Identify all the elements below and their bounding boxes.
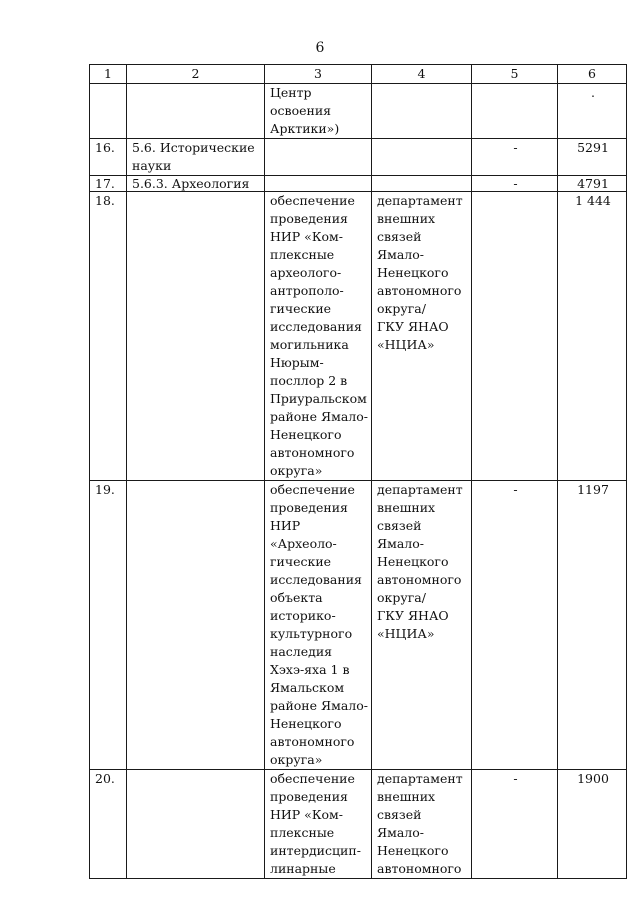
- row-number-cell: 20.: [90, 770, 127, 879]
- row-col5-cell: -: [472, 139, 558, 176]
- row-col5-cell: -: [472, 481, 558, 770]
- document-table: [89, 64, 627, 879]
- row-description-cell: [265, 176, 372, 192]
- row-executor-cell: [372, 176, 472, 192]
- column-header-6: 6: [558, 65, 627, 84]
- row-description-cell: обеспечение проведения НИР «Ком- плексные археолого- антрополо- гические исследования могильника Нюрым- посллор 2 в Приуральском районе Ямало- Ненецкого автономного округа»: [265, 192, 372, 481]
- column-header-5: 5: [472, 65, 558, 84]
- table-header-row: [90, 65, 627, 84]
- row-number-cell: 16.: [90, 139, 127, 176]
- row-col5-cell: -: [472, 176, 558, 192]
- column-header-3: 3: [265, 65, 372, 84]
- row-name-cell: [127, 192, 265, 481]
- row-executor-cell: департамент внешних связей Ямало- Ненецкого автономного округа/ ГКУ ЯНАО «НЦИА»: [372, 192, 472, 481]
- row-col5-cell: [472, 84, 558, 139]
- column-header-2: 2: [127, 65, 265, 84]
- row-col5-cell: -: [472, 770, 558, 879]
- table-row: [90, 176, 627, 192]
- row-value-cell: 1900: [558, 770, 627, 879]
- row-executor-cell: департамент внешних связей Ямало- Ненецкого автономного округа/ ГКУ ЯНАО «НЦИА»: [372, 481, 472, 770]
- table-row: [90, 192, 627, 481]
- row-number-cell: [90, 84, 127, 139]
- row-name-cell: [127, 770, 265, 879]
- row-value-cell: 1197: [558, 481, 627, 770]
- row-executor-cell: [372, 84, 472, 139]
- row-number-cell: 18.: [90, 192, 127, 481]
- row-description-cell: Центр освоения Арктики»): [265, 84, 372, 139]
- table-row: [90, 481, 627, 770]
- row-name-cell: [127, 84, 265, 139]
- row-name-cell: 5.6.3. Археология: [127, 176, 265, 192]
- column-header-1: 1: [90, 65, 127, 84]
- row-description-cell: обеспечение проведения НИР «Археоло- гические исследования объекта историко- культурного наследия Хэхэ-яха 1 в Ямальском районе Ямало- Ненецкого автономного округа»: [265, 481, 372, 770]
- row-number-cell: 19.: [90, 481, 127, 770]
- table-row: [90, 139, 627, 176]
- row-value-cell: 5291: [558, 139, 627, 176]
- row-value-cell: 4791: [558, 176, 627, 192]
- row-description-cell: обеспечение проведения НИР «Ком- плексные интердисцип- линарные: [265, 770, 372, 879]
- column-header-4: 4: [372, 65, 472, 84]
- row-executor-cell: департамент внешних связей Ямало- Ненецкого автономного: [372, 770, 472, 879]
- row-number-cell: 17.: [90, 176, 127, 192]
- row-description-cell: [265, 139, 372, 176]
- page-number: 6: [315, 40, 325, 56]
- table-row: [90, 770, 627, 879]
- row-executor-cell: [372, 139, 472, 176]
- row-col5-cell: [472, 192, 558, 481]
- row-name-cell: 5.6. Исторические науки: [127, 139, 265, 176]
- row-name-cell: [127, 481, 265, 770]
- table-row: [90, 84, 627, 139]
- row-value-cell: .: [558, 84, 627, 139]
- row-value-cell: 1 444: [558, 192, 627, 481]
